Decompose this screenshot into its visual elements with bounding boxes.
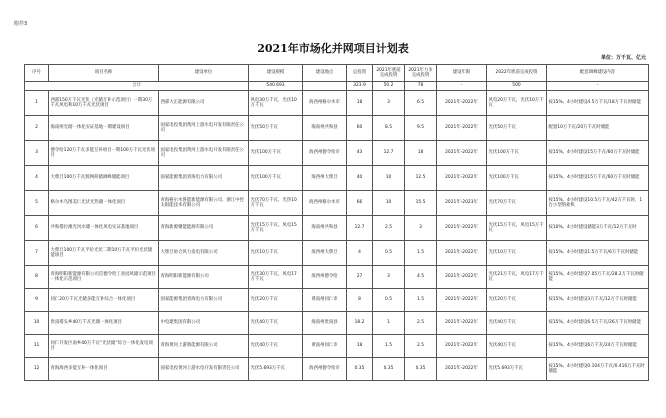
cell-no: 10 <box>25 312 49 335</box>
cell-builder: 国家电投黄河上游水电开发有限责任公司 <box>159 358 249 381</box>
cell-no: 9 <box>25 289 49 312</box>
cell-by-2022: 光伏100万千瓦 <box>487 141 547 166</box>
cell-years: 2021年-2022年 <box>437 241 487 266</box>
cell-inv-2021: 1.5 <box>405 241 437 266</box>
cell-no: 6 <box>25 216 49 241</box>
cell-project-name: 格尔木乌图美仁光伏光热储一体化项目 <box>49 191 159 216</box>
total-row <box>25 82 649 91</box>
table-row <box>25 166 649 191</box>
table-row <box>25 358 649 381</box>
cell-inv-before-2021: 2.5 <box>373 216 405 241</box>
cell-builder: 西部大正能源有限公司 <box>159 91 249 116</box>
cell-location: 海西州格尔木市 <box>303 91 347 116</box>
cell-no: 5 <box>25 191 49 216</box>
cell-builder: 国家电投集团黄河上游水电开发有限责任公司 <box>159 116 249 141</box>
cell-inv-2021: 3 <box>405 216 437 241</box>
cell-total: 12.7 <box>347 216 373 241</box>
cell-peak: 按15%、4小时建设6万千瓦/24万千瓦时储能 <box>547 335 649 358</box>
cell-no: 12 <box>25 358 49 381</box>
cell-builder: 青海明阳新能源有限公司 <box>159 266 249 289</box>
cell-inv-2021: 4.5 <box>405 266 437 289</box>
cell-years: 2021年-2022年 <box>437 289 487 312</box>
cell-years: 2021年-2022年 <box>437 141 487 166</box>
header-location: 建设地点 <box>303 65 347 82</box>
cell-inv-2021: 9.5 <box>405 116 437 141</box>
cell-project-name: 同仁20万千瓦光储多能互补综合一体化项目 <box>49 289 159 312</box>
cell-peak: 按15%、4小时建设4.5万千瓦/18万千瓦时储能 <box>547 91 649 116</box>
unit-note: 单位：万千瓦、亿元 <box>600 55 646 61</box>
cell-scale: 光伏70万千瓦、光热10万千瓦 <box>249 191 303 216</box>
cell-peak: 按15%、4小时建设6.5万千瓦/26万千瓦时储能 <box>547 312 649 335</box>
cell-years: 2021年-2022年 <box>437 91 487 116</box>
cell-peak: 按15%、4小时建设15万千瓦/60万千瓦时储能 <box>547 166 649 191</box>
cell-project-name: 海南州光储一体化实证基地一期建设项目 <box>49 116 159 141</box>
cell-inv-before-2021: 0.5 <box>373 289 405 312</box>
total-peak: - <box>547 82 649 91</box>
cell-no: 4 <box>25 166 49 191</box>
page-title: 2021年市场化并网项目计划表 <box>257 42 409 55</box>
cell-inv-before-2021: 3 <box>373 266 405 289</box>
cell-peak: 按15%、4小时建设15万千瓦/60万千瓦时储能 <box>547 141 649 166</box>
cell-project-name: 大柴旦100万千瓦平价光伏二期10万千瓦平价光伏储能项目 <box>49 241 159 266</box>
cell-peak: 按15%、4小时建设10.5万千瓦/42万千瓦时，1台小型熔盐机 <box>547 191 649 216</box>
cell-total: 60 <box>347 116 373 141</box>
header-inv-2022: 2022年底前完成投资 <box>487 65 547 82</box>
header-years: 建设年限 <box>437 65 487 82</box>
cell-years: 2021年-2022年 <box>437 335 487 358</box>
total-scale: 540.693 <box>249 82 303 91</box>
cell-years: 2021年-2022年 <box>437 266 487 289</box>
cell-project-name: 贵南塔头乡40万千瓦光储一体化项目 <box>49 312 159 335</box>
total-location <box>303 82 347 91</box>
cell-project-name: 青海海西多能互补一体化项目 <box>49 358 159 381</box>
total-inv-2022: 500 <box>487 82 547 91</box>
table-row <box>25 191 649 216</box>
cell-builder: 国家能源集团青海电力有限公司 <box>159 289 249 312</box>
cell-location: 海西州德令哈市 <box>303 358 347 381</box>
table-row <box>25 266 649 289</box>
cell-years: 2021年-2023年 <box>437 191 487 216</box>
cell-scale: 光伏10万千瓦 <box>249 241 303 266</box>
header-builder: 建设单位 <box>159 65 249 82</box>
cell-scale: 光伏50万千瓦 <box>249 116 303 141</box>
total-inv-2021: 78 <box>405 82 437 91</box>
header-project-name: 项目名称 <box>49 65 159 82</box>
cell-inv-before-2021: 8.5 <box>373 116 405 141</box>
cell-total: 0.35 <box>347 358 373 381</box>
cell-by-2022: 光伏21万千瓦，风电17万千瓦 <box>487 266 547 289</box>
cell-scale: 光伏100万千瓦 <box>249 166 303 191</box>
cell-scale: 光伏40万千瓦 <box>249 312 303 335</box>
cell-peak: 按10%、4小时建设储能3万千瓦/12万千瓦时 <box>547 216 649 241</box>
cell-builder: 青海黄河上游新能源有限公司 <box>159 335 249 358</box>
cell-by-2022: 光伏10万千瓦 <box>487 241 547 266</box>
cell-inv-before-2021: 1.5 <box>373 335 405 358</box>
cell-by-2022: 光伏40万千瓦 <box>487 312 547 335</box>
cell-by-2022: 光伏40万千瓦 <box>487 335 547 358</box>
cell-total: 18 <box>347 335 373 358</box>
cell-location: 黄南州同仁市 <box>303 289 347 312</box>
cell-total: 40 <box>347 166 373 191</box>
cell-by-2022: 光伏50万千瓦 <box>487 116 547 141</box>
cell-years: 2021年-2022年 <box>437 166 487 191</box>
cell-peak: 按15%、4小时建设1.5万千瓦/6万千瓦时储能 <box>547 241 649 266</box>
cell-inv-before-2021: 1 <box>373 312 405 335</box>
cell-project-name: 西部150万千瓦光伏（光储互补示范项目）一期30万千瓦风电和10万千瓦光伏项目 <box>49 91 159 116</box>
cell-project-name: 德令哈120万千瓦多能互补项目一期100万千瓦光伏项目 <box>49 141 159 166</box>
cell-project-name: 大柴旦100万千瓦源网荷储调峰储能项目 <box>49 166 159 191</box>
table-row <box>25 312 649 335</box>
cell-scale: 光伏30万千瓦、风电17万千瓦 <box>249 266 303 289</box>
cell-inv-before-2021: 12.7 <box>373 141 405 166</box>
total-years: - <box>437 82 487 91</box>
table-row <box>25 241 649 266</box>
cell-no: 7 <box>25 241 49 266</box>
cell-by-2022: 风电20万千瓦，光伏10万千瓦 <box>487 91 547 116</box>
cell-peak: 按15%、4小时建设3万千瓦/12万千瓦时储能 <box>547 289 649 312</box>
cell-scale: 光伏20万千瓦 <box>249 289 303 312</box>
cell-location: 海南州共和县 <box>303 116 347 141</box>
cell-inv-2021: 6.5 <box>405 91 437 116</box>
cell-total: 43 <box>347 141 373 166</box>
cell-total: 18.2 <box>347 312 373 335</box>
cell-no: 3 <box>25 141 49 166</box>
cell-scale: 光伏100万千瓦 <box>249 141 303 166</box>
cell-scale: 风电30万千瓦，光伏10万千瓦 <box>249 91 303 116</box>
cell-builder: 青海新源聚能能源有限公司 <box>159 216 249 241</box>
header-total-investment: 总投资 <box>347 65 373 82</box>
cell-builder: 青海格尔木鲁能新能源有限公司、浙江中控太阳能技术有限公司 <box>159 191 249 216</box>
cell-builder: 中电建集团有限公司 <box>159 312 249 335</box>
project-table <box>24 64 649 381</box>
cell-inv-2021: 2.5 <box>405 312 437 335</box>
cell-years: 2021年-2022年 <box>437 216 487 241</box>
cell-by-2022: 光伏70万千瓦 <box>487 191 547 216</box>
cell-inv-2021: 1.5 <box>405 289 437 312</box>
cell-total: 8 <box>347 289 373 312</box>
table-row <box>25 91 649 116</box>
cell-peak: 按15%、4小时建设0.104万千瓦/0.416万千瓦时储能 <box>547 358 649 381</box>
cell-total: 18 <box>347 91 373 116</box>
cell-inv-2021: 0.35 <box>405 358 437 381</box>
header-peak-content: 配套调峰建设内容 <box>547 65 649 82</box>
table-row <box>25 216 649 241</box>
cell-inv-before-2021: 10 <box>373 191 405 216</box>
cell-location: 海南州共和县 <box>303 216 347 241</box>
cell-total: 66 <box>347 191 373 216</box>
cell-by-2022: 光伏20万千瓦 <box>487 289 547 312</box>
header-no: 序号 <box>25 65 49 82</box>
cell-no: 1 <box>25 91 49 116</box>
cell-builder: 国家能源集团青海电力有限公司 <box>159 166 249 191</box>
cell-inv-2021: 18 <box>405 141 437 166</box>
cell-inv-2021: 15.5 <box>405 191 437 216</box>
cell-by-2022: 光伏15万千瓦，风电15万千瓦 <box>487 216 547 241</box>
header-inv-2021: 2021年力争完成投资 <box>405 65 437 82</box>
cell-inv-before-2021: 3 <box>373 91 405 116</box>
cell-peak: 按15%、4小时建设7.05万千瓦/28.2万千瓦时储能 <box>547 266 649 289</box>
cell-total: 27 <box>347 266 373 289</box>
cell-project-name: 共和塔拉滩光风水储一体化风电实证基地项目 <box>49 216 159 241</box>
cell-scale: 光伏15万千瓦、风电15万千瓦 <box>249 216 303 241</box>
cell-no: 8 <box>25 266 49 289</box>
table-row <box>25 141 649 166</box>
cell-years: 2021年-2022年 <box>437 312 487 335</box>
header-scale: 建设规模 <box>249 65 303 82</box>
cell-years: 2021年-2022年 <box>437 358 487 381</box>
table-row <box>25 116 649 141</box>
total-investment: 323.9 <box>347 82 373 91</box>
table-row <box>25 289 649 312</box>
cell-inv-before-2021: 10 <box>373 166 405 191</box>
cell-location: 海西州德令哈市 <box>303 141 347 166</box>
cell-builder: 大柴旦协合风力发电有限公司 <box>159 241 249 266</box>
cell-peak: 配置10万千瓦/20万千瓦时储能 <box>547 116 649 141</box>
attachment-label: 附件3 <box>14 21 28 27</box>
cell-inv-2021: 2.5 <box>405 335 437 358</box>
cell-years: 2021年-2022年 <box>437 116 487 141</box>
cell-location: 海西州大柴旦 <box>303 166 347 191</box>
cell-scale: 光伏5.693万千瓦 <box>249 358 303 381</box>
header-row <box>25 65 649 82</box>
cell-location: 海南州贵南县 <box>303 312 347 335</box>
cell-builder: 国家电投集团黄河上游水电开发有限责任公司 <box>159 141 249 166</box>
cell-inv-before-2021: 0.35 <box>373 358 405 381</box>
cell-location: 海西州格尔木市 <box>303 191 347 216</box>
cell-project-name: 同仁开发区南乡40万千瓦“光伏储”综合一体化发电项目 <box>49 335 159 358</box>
cell-location: 海西州德令哈 <box>303 266 347 289</box>
cell-no: 11 <box>25 335 49 358</box>
header-inv-before-2021: 2021年底前完成投资 <box>373 65 405 82</box>
table-row <box>25 335 649 358</box>
cell-inv-2021: 12.5 <box>405 166 437 191</box>
cell-total: 4 <box>347 241 373 266</box>
cell-no: 2 <box>25 116 49 141</box>
cell-scale: 光伏40万千瓦 <box>249 335 303 358</box>
total-inv-before-2021: 50.2 <box>373 82 405 91</box>
cell-by-2022: 光伏5.693万千瓦 <box>487 358 547 381</box>
cell-location: 黄南州同仁市 <box>303 335 347 358</box>
total-label: 合计 <box>25 82 249 91</box>
cell-location: 海西州大柴旦 <box>303 241 347 266</box>
cell-inv-before-2021: 0.5 <box>373 241 405 266</box>
cell-project-name: 青海明阳新能源有限公司首德令哈工业园风储示范项目一体化示范项目 <box>49 266 159 289</box>
cell-by-2022: 光伏100万千瓦 <box>487 166 547 191</box>
